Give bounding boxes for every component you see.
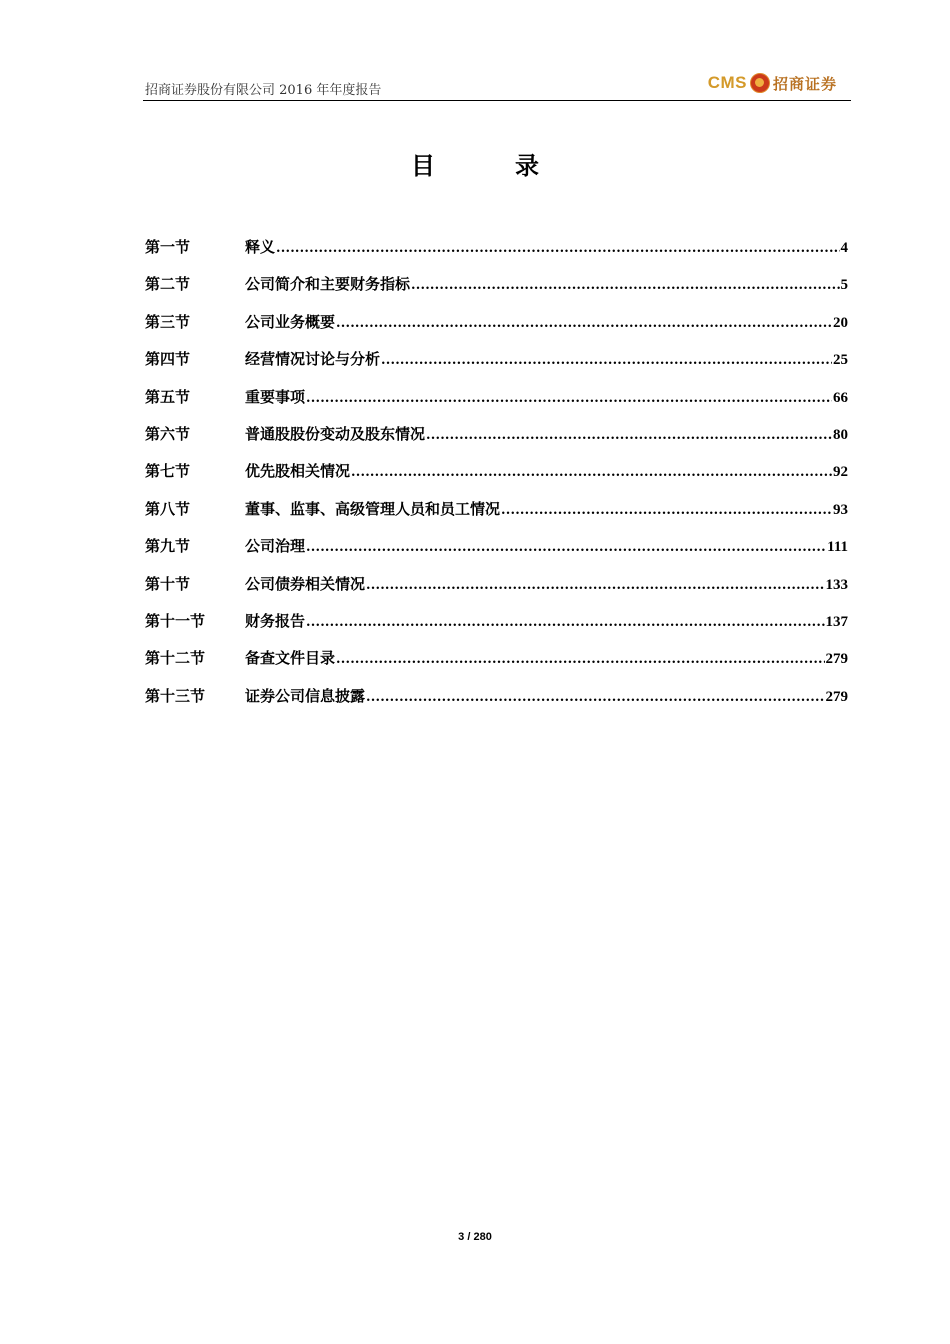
toc-entry[interactable] bbox=[145, 610, 848, 634]
toc-section-name: 公司债券相关情况 bbox=[245, 575, 366, 593]
toc-leader-dots bbox=[306, 540, 826, 555]
logo-text-en: CMS bbox=[707, 73, 747, 92]
toc-section-name: 证券公司信息披露 bbox=[245, 687, 366, 705]
toc-section-number: 第六节 bbox=[145, 425, 191, 443]
toc-section-number: 第五节 bbox=[145, 388, 191, 406]
toc-section-number: 第三节 bbox=[145, 313, 191, 331]
toc-section-number: 第一节 bbox=[145, 238, 191, 256]
toc-leader-dots bbox=[336, 316, 832, 331]
logo-text-cn: 招商证券 bbox=[772, 74, 837, 93]
toc-section-number: 第八节 bbox=[145, 500, 191, 518]
toc-leader-dots bbox=[366, 690, 824, 705]
toc-leader-dots bbox=[501, 503, 832, 518]
toc-entry[interactable] bbox=[145, 348, 848, 372]
toc-section-name: 经营情况讨论与分析 bbox=[245, 350, 381, 368]
toc-page-number: 25 bbox=[833, 352, 848, 368]
toc-leader-dots bbox=[276, 241, 839, 256]
company-logo bbox=[708, 72, 837, 94]
toc-page-number: 137 bbox=[825, 614, 848, 630]
toc-page-number: 111 bbox=[827, 539, 848, 555]
toc-section-number: 第十三节 bbox=[145, 687, 206, 705]
cms-logo-emblem-icon bbox=[750, 73, 770, 93]
toc-leader-dots bbox=[351, 465, 832, 480]
toc-section-name: 优先股相关情况 bbox=[245, 462, 351, 480]
toc-page-number: 133 bbox=[825, 577, 848, 593]
header-title: 招商证券股份有限公司 2016 年年度报告 bbox=[145, 83, 382, 98]
toc-entry[interactable] bbox=[145, 273, 848, 297]
toc-section-number: 第九节 bbox=[145, 537, 191, 555]
toc-entry[interactable] bbox=[145, 386, 848, 410]
toc-section-name: 释义 bbox=[245, 238, 276, 256]
toc-section-name: 备查文件目录 bbox=[245, 649, 336, 667]
toc-section-number: 第七节 bbox=[145, 462, 191, 480]
toc-entry[interactable] bbox=[145, 573, 848, 597]
toc-section-number: 第十一节 bbox=[145, 612, 206, 630]
toc-section-name: 公司简介和主要财务指标 bbox=[245, 275, 411, 293]
toc-entry[interactable] bbox=[145, 460, 848, 484]
toc-page-number: 20 bbox=[833, 315, 848, 331]
toc-entry[interactable] bbox=[145, 647, 848, 671]
toc-section-name: 重要事项 bbox=[245, 388, 306, 406]
toc-entry[interactable] bbox=[145, 498, 848, 522]
toc-section-number: 第十二节 bbox=[145, 649, 206, 667]
toc-entry[interactable] bbox=[145, 311, 848, 335]
toc-entry[interactable] bbox=[145, 685, 848, 709]
toc-leader-dots bbox=[306, 615, 824, 630]
toc-page-number: 279 bbox=[825, 651, 848, 667]
page-header bbox=[143, 70, 851, 101]
toc-leader-dots bbox=[366, 578, 824, 593]
toc-page-number: 92 bbox=[833, 464, 848, 480]
toc-page-number: 66 bbox=[833, 390, 848, 406]
document-title: 目录 bbox=[411, 151, 619, 180]
toc-page-number: 93 bbox=[833, 502, 848, 518]
toc-leader-dots bbox=[381, 353, 832, 368]
toc-section-number: 第四节 bbox=[145, 350, 191, 368]
toc-section-name: 公司业务概要 bbox=[245, 313, 336, 331]
toc-leader-dots bbox=[411, 278, 839, 293]
toc-section-number: 第二节 bbox=[145, 275, 191, 293]
toc-page-number: 5 bbox=[840, 277, 848, 293]
toc-leader-dots bbox=[306, 391, 832, 406]
toc-section-name: 董事、监事、高级管理人员和员工情况 bbox=[245, 500, 501, 518]
toc-leader-dots bbox=[426, 428, 832, 443]
toc-entry[interactable] bbox=[145, 423, 848, 447]
toc-page-number: 80 bbox=[833, 427, 848, 443]
toc-section-name: 普通股股份变动及股东情况 bbox=[245, 425, 426, 443]
toc-page-number: 279 bbox=[825, 689, 848, 705]
page-number-indicator: 3 / 280 bbox=[458, 1231, 492, 1243]
toc-section-name: 公司治理 bbox=[245, 537, 306, 555]
toc-section-name: 财务报告 bbox=[245, 612, 306, 630]
toc-entry[interactable] bbox=[145, 236, 848, 260]
toc-section-number: 第十节 bbox=[145, 575, 191, 593]
toc-page-number: 4 bbox=[840, 240, 848, 256]
toc-entry[interactable] bbox=[145, 535, 848, 559]
toc-leader-dots bbox=[336, 652, 824, 667]
